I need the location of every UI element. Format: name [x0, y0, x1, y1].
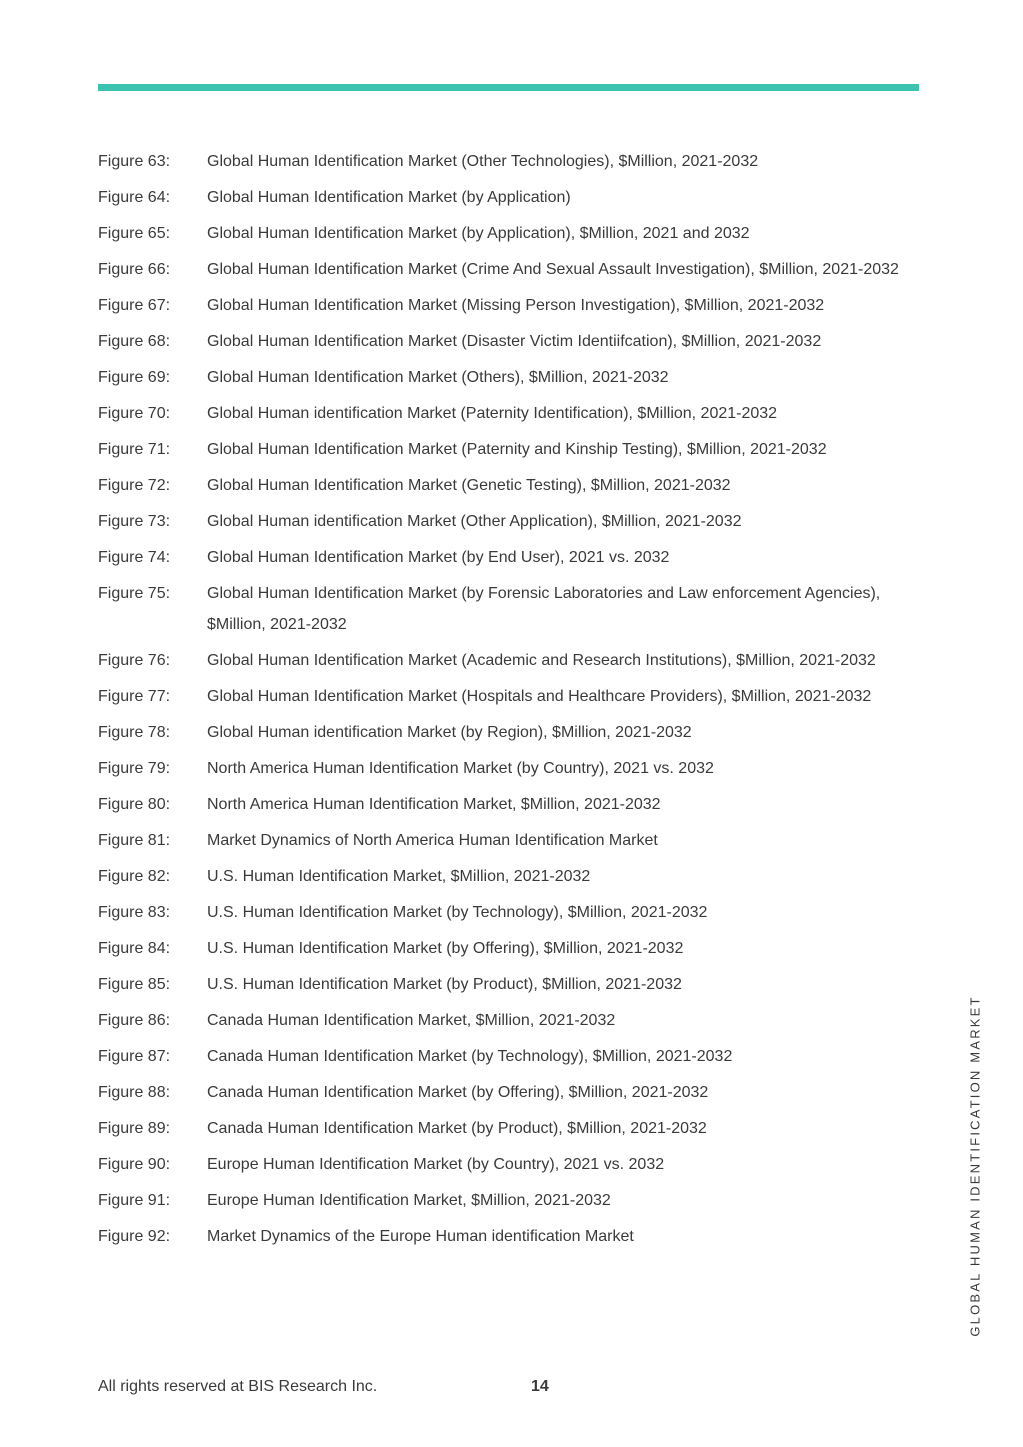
figure-entry — [98, 1113, 928, 1144]
figure-title: Market Dynamics of North America Human Identification Market — [207, 832, 658, 849]
figure-title: Global Human Identification Market (Disaster Victim Identiifcation), $Million, 2021-2032 — [207, 333, 822, 350]
figure-number: Figure 91: — [98, 1192, 171, 1209]
figure-number: Figure 87: — [98, 1048, 171, 1065]
figure-entry — [98, 717, 928, 748]
figure-title: Global Human Identification Market (by Application), $Million, 2021 and 2032 — [207, 225, 750, 242]
figure-number: Figure 65: — [98, 225, 171, 242]
figure-number: Figure 84: — [98, 940, 171, 957]
figure-number: Figure 68: — [98, 333, 171, 350]
figure-entry — [98, 1185, 928, 1216]
figure-number: Figure 69: — [98, 369, 171, 386]
figure-title: Canada Human Identification Market (by Technology), $Million, 2021-2032 — [207, 1048, 733, 1065]
figure-entry — [98, 578, 928, 640]
figure-entry — [98, 933, 928, 964]
figure-entry — [98, 362, 928, 393]
figure-entry — [98, 681, 928, 712]
figure-entry — [98, 506, 928, 537]
figure-title: U.S. Human Identification Market (by Offering), $Million, 2021-2032 — [207, 940, 684, 957]
figure-number: Figure 72: — [98, 477, 171, 494]
figure-title: Global Human identification Market (Other Application), $Million, 2021-2032 — [207, 513, 742, 530]
list-of-figures — [98, 146, 928, 1257]
figure-entry — [98, 326, 928, 357]
figure-number: Figure 92: — [98, 1228, 171, 1245]
figure-title: Canada Human Identification Market (by Product), $Million, 2021-2032 — [207, 1120, 707, 1137]
figure-title: Global Human Identification Market (Hospitals and Healthcare Providers), $Million, 2021-2032 — [207, 688, 872, 705]
figure-number: Figure 66: — [98, 261, 171, 278]
figure-title: Europe Human Identification Market, $Million, 2021-2032 — [207, 1192, 611, 1209]
figure-entry — [98, 753, 928, 784]
figure-title: Global Human Identification Market (Paternity and Kinship Testing), $Million, 2021-2032 — [207, 441, 827, 458]
figure-entry — [98, 1149, 928, 1180]
figure-entry — [98, 897, 928, 928]
figure-number: Figure 73: — [98, 513, 171, 530]
figure-title: Global Human Identification Market (by Forensic Laboratories and Law enforcement Agencies), $Million, 2021-2032 — [207, 585, 881, 633]
figure-entry — [98, 398, 928, 429]
figure-entry — [98, 861, 928, 892]
page-number: 14 — [531, 1378, 549, 1395]
figure-entry — [98, 645, 928, 676]
figure-title: Europe Human Identification Market (by Country), 2021 vs. 2032 — [207, 1156, 665, 1173]
figure-entry — [98, 1005, 928, 1036]
footer-copyright: All rights reserved at BIS Research Inc. — [98, 1378, 378, 1395]
figure-title: Global Human Identification Market (by End User), 2021 vs. 2032 — [207, 549, 670, 566]
figure-number: Figure 88: — [98, 1084, 171, 1101]
figure-number: Figure 89: — [98, 1120, 171, 1137]
header-accent-rule — [98, 84, 919, 91]
figure-title: U.S. Human Identification Market, $Million, 2021-2032 — [207, 868, 591, 885]
figure-title: Market Dynamics of the Europe Human identification Market — [207, 1228, 634, 1245]
figure-number: Figure 74: — [98, 549, 171, 566]
figure-entry — [98, 218, 928, 249]
figure-title: Global Human Identification Market (Genetic Testing), $Million, 2021-2032 — [207, 477, 731, 494]
figure-title: Global Human Identification Market (Missing Person Investigation), $Million, 2021-2032 — [207, 297, 825, 314]
figure-number: Figure 78: — [98, 724, 171, 741]
figure-entry — [98, 1221, 928, 1252]
figure-number: Figure 79: — [98, 760, 171, 777]
figure-number: Figure 71: — [98, 441, 171, 458]
figure-number: Figure 63: — [98, 153, 171, 170]
figure-number: Figure 76: — [98, 652, 171, 669]
figure-entry — [98, 1041, 928, 1072]
figure-title: Global Human Identification Market (Other Technologies), $Million, 2021-2032 — [207, 153, 759, 170]
figure-title: Global Human Identification Market (Academic and Research Institutions), $Million, 2021-2032 — [207, 652, 876, 669]
figure-entry — [98, 789, 928, 820]
figure-entry — [98, 290, 928, 321]
figure-entry — [98, 542, 928, 573]
figure-number: Figure 81: — [98, 832, 171, 849]
figure-entry — [98, 969, 928, 1000]
figure-entry — [98, 470, 928, 501]
figure-entry — [98, 1077, 928, 1108]
figure-title: North America Human Identification Market, $Million, 2021-2032 — [207, 796, 661, 813]
figure-number: Figure 64: — [98, 189, 171, 206]
figure-title: Global Human Identification Market (Others), $Million, 2021-2032 — [207, 369, 669, 386]
figure-entry — [98, 434, 928, 465]
figure-title: Global Human identification Market (by Region), $Million, 2021-2032 — [207, 724, 692, 741]
figure-number: Figure 90: — [98, 1156, 171, 1173]
side-report-title: GLOBAL HUMAN IDENTIFICATION MARKET — [967, 995, 983, 1337]
figure-title: Global Human Identification Market (Crime And Sexual Assault Investigation), $Million, 2021-2032 — [207, 261, 899, 278]
figure-number: Figure 67: — [98, 297, 171, 314]
figure-title: Global Human Identification Market (by Application) — [207, 189, 571, 206]
figure-entry — [98, 825, 928, 856]
figure-title: Canada Human Identification Market, $Million, 2021-2032 — [207, 1012, 616, 1029]
figure-number: Figure 70: — [98, 405, 171, 422]
figure-number: Figure 86: — [98, 1012, 171, 1029]
figure-number: Figure 75: — [98, 585, 171, 602]
figure-entry — [98, 146, 928, 177]
figure-title: Global Human identification Market (Paternity Identification), $Million, 2021-2032 — [207, 405, 778, 422]
figure-number: Figure 77: — [98, 688, 171, 705]
figure-title: U.S. Human Identification Market (by Product), $Million, 2021-2032 — [207, 976, 682, 993]
figure-title: Canada Human Identification Market (by Offering), $Million, 2021-2032 — [207, 1084, 709, 1101]
figure-number: Figure 83: — [98, 904, 171, 921]
figure-number: Figure 85: — [98, 976, 171, 993]
figure-title: U.S. Human Identification Market (by Technology), $Million, 2021-2032 — [207, 904, 708, 921]
figure-title: North America Human Identification Market (by Country), 2021 vs. 2032 — [207, 760, 714, 777]
figure-entry — [98, 182, 928, 213]
figure-number: Figure 82: — [98, 868, 171, 885]
figure-number: Figure 80: — [98, 796, 171, 813]
figure-entry — [98, 254, 928, 285]
